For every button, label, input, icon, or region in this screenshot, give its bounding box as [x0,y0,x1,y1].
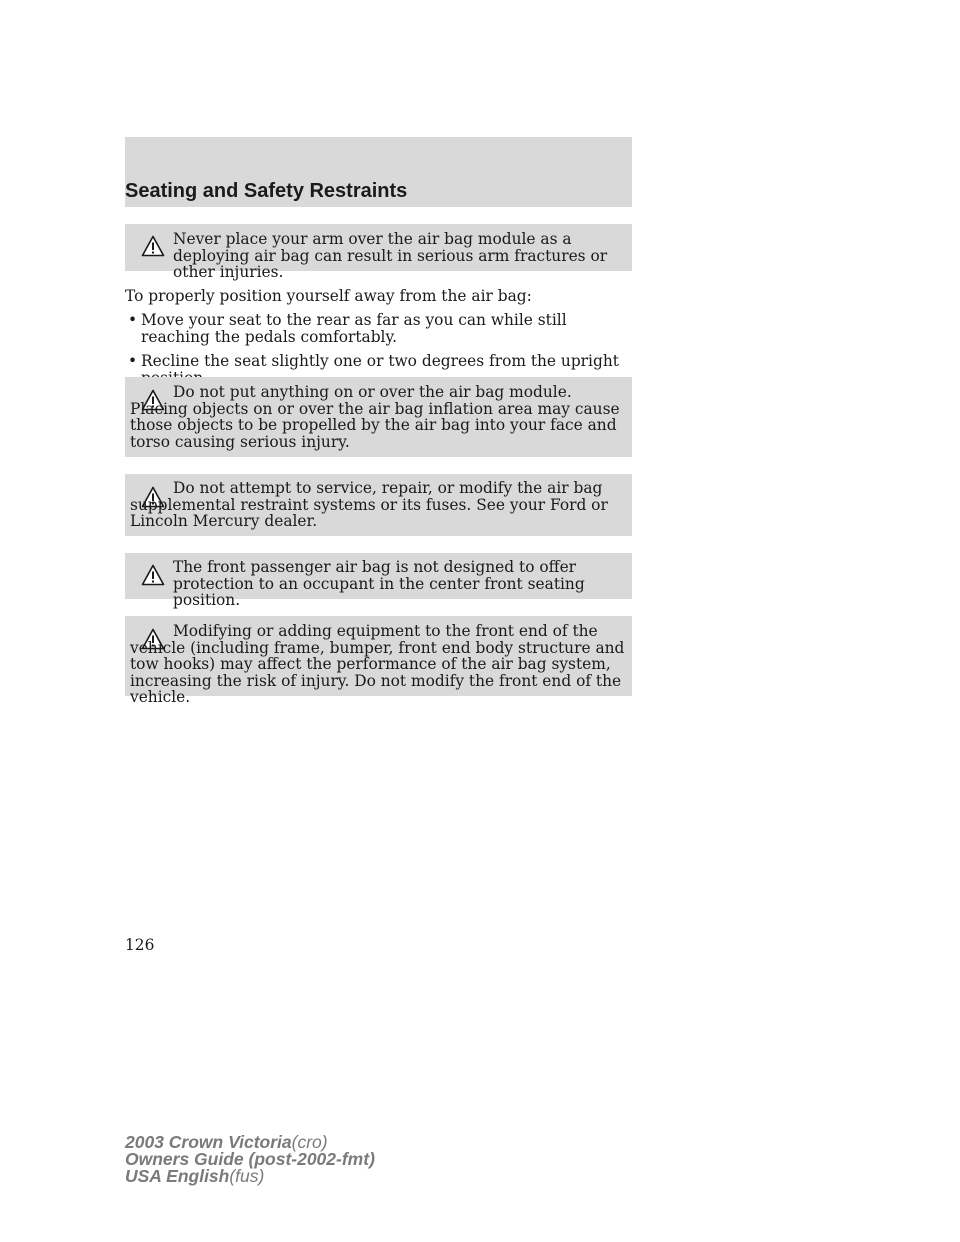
warning-text: Modifying or adding equipment to the front end of the vehicle (including frame, bumper, front end body structure and tow hooks) may affect the performance of the air bag system, increasing the risk of injury. Do not modify the front end of the vehicle. [130,622,625,707]
warning-box [125,474,632,536]
footer-guide: Owners Guide (post-2002-fmt) [125,1149,375,1169]
intro-text: To properly position yourself away from the air bag: [125,287,532,305]
warning-text: Do not put anything on or over the air bag module. Placing objects on or over the air bag inflation area may cause those objects to be propelled by the air bag into your face and torso causing serious injury. [130,383,620,451]
footer-language-code: (fus) [229,1166,265,1186]
page-number: 126 [125,936,155,954]
warning-text: Never place your arm over the air bag module as a deploying air bag can result in serious arm fractures or other injuries. [173,230,608,282]
warning-box [125,224,632,282]
bullet-text: Move your seat to the rear as far as you can while still reaching the pedals comfortably. [141,311,567,346]
warning-triangle-icon [141,564,165,586]
section-title: Seating and Safety Restraints [125,180,408,202]
warning-box [125,616,632,707]
warning-triangle-icon [141,235,165,257]
footer-model-code: (cro) [291,1132,328,1152]
warning-box [125,377,632,457]
footer-model: 2003 Crown Victoria [125,1132,292,1152]
warning-text: Do not attempt to service, repair, or modify the air bag supplemental restraint systems or its fuses. See your Ford or Lincoln Mercury dealer. [130,479,608,531]
warning-box [125,553,632,610]
list-item [125,312,637,345]
footer-language-line [125,1168,375,1185]
bullet-symbol: • [128,311,138,329]
warning-text: The front passenger air bag is not designed to offer protection to an occupant in the center front seating position. [173,558,585,610]
footer-language: USA English [125,1166,230,1186]
bullet-symbol: • [128,352,138,370]
document-footer [125,1134,375,1185]
bullet-text: Recline the seat slightly one or two degrees from the upright [141,352,619,370]
